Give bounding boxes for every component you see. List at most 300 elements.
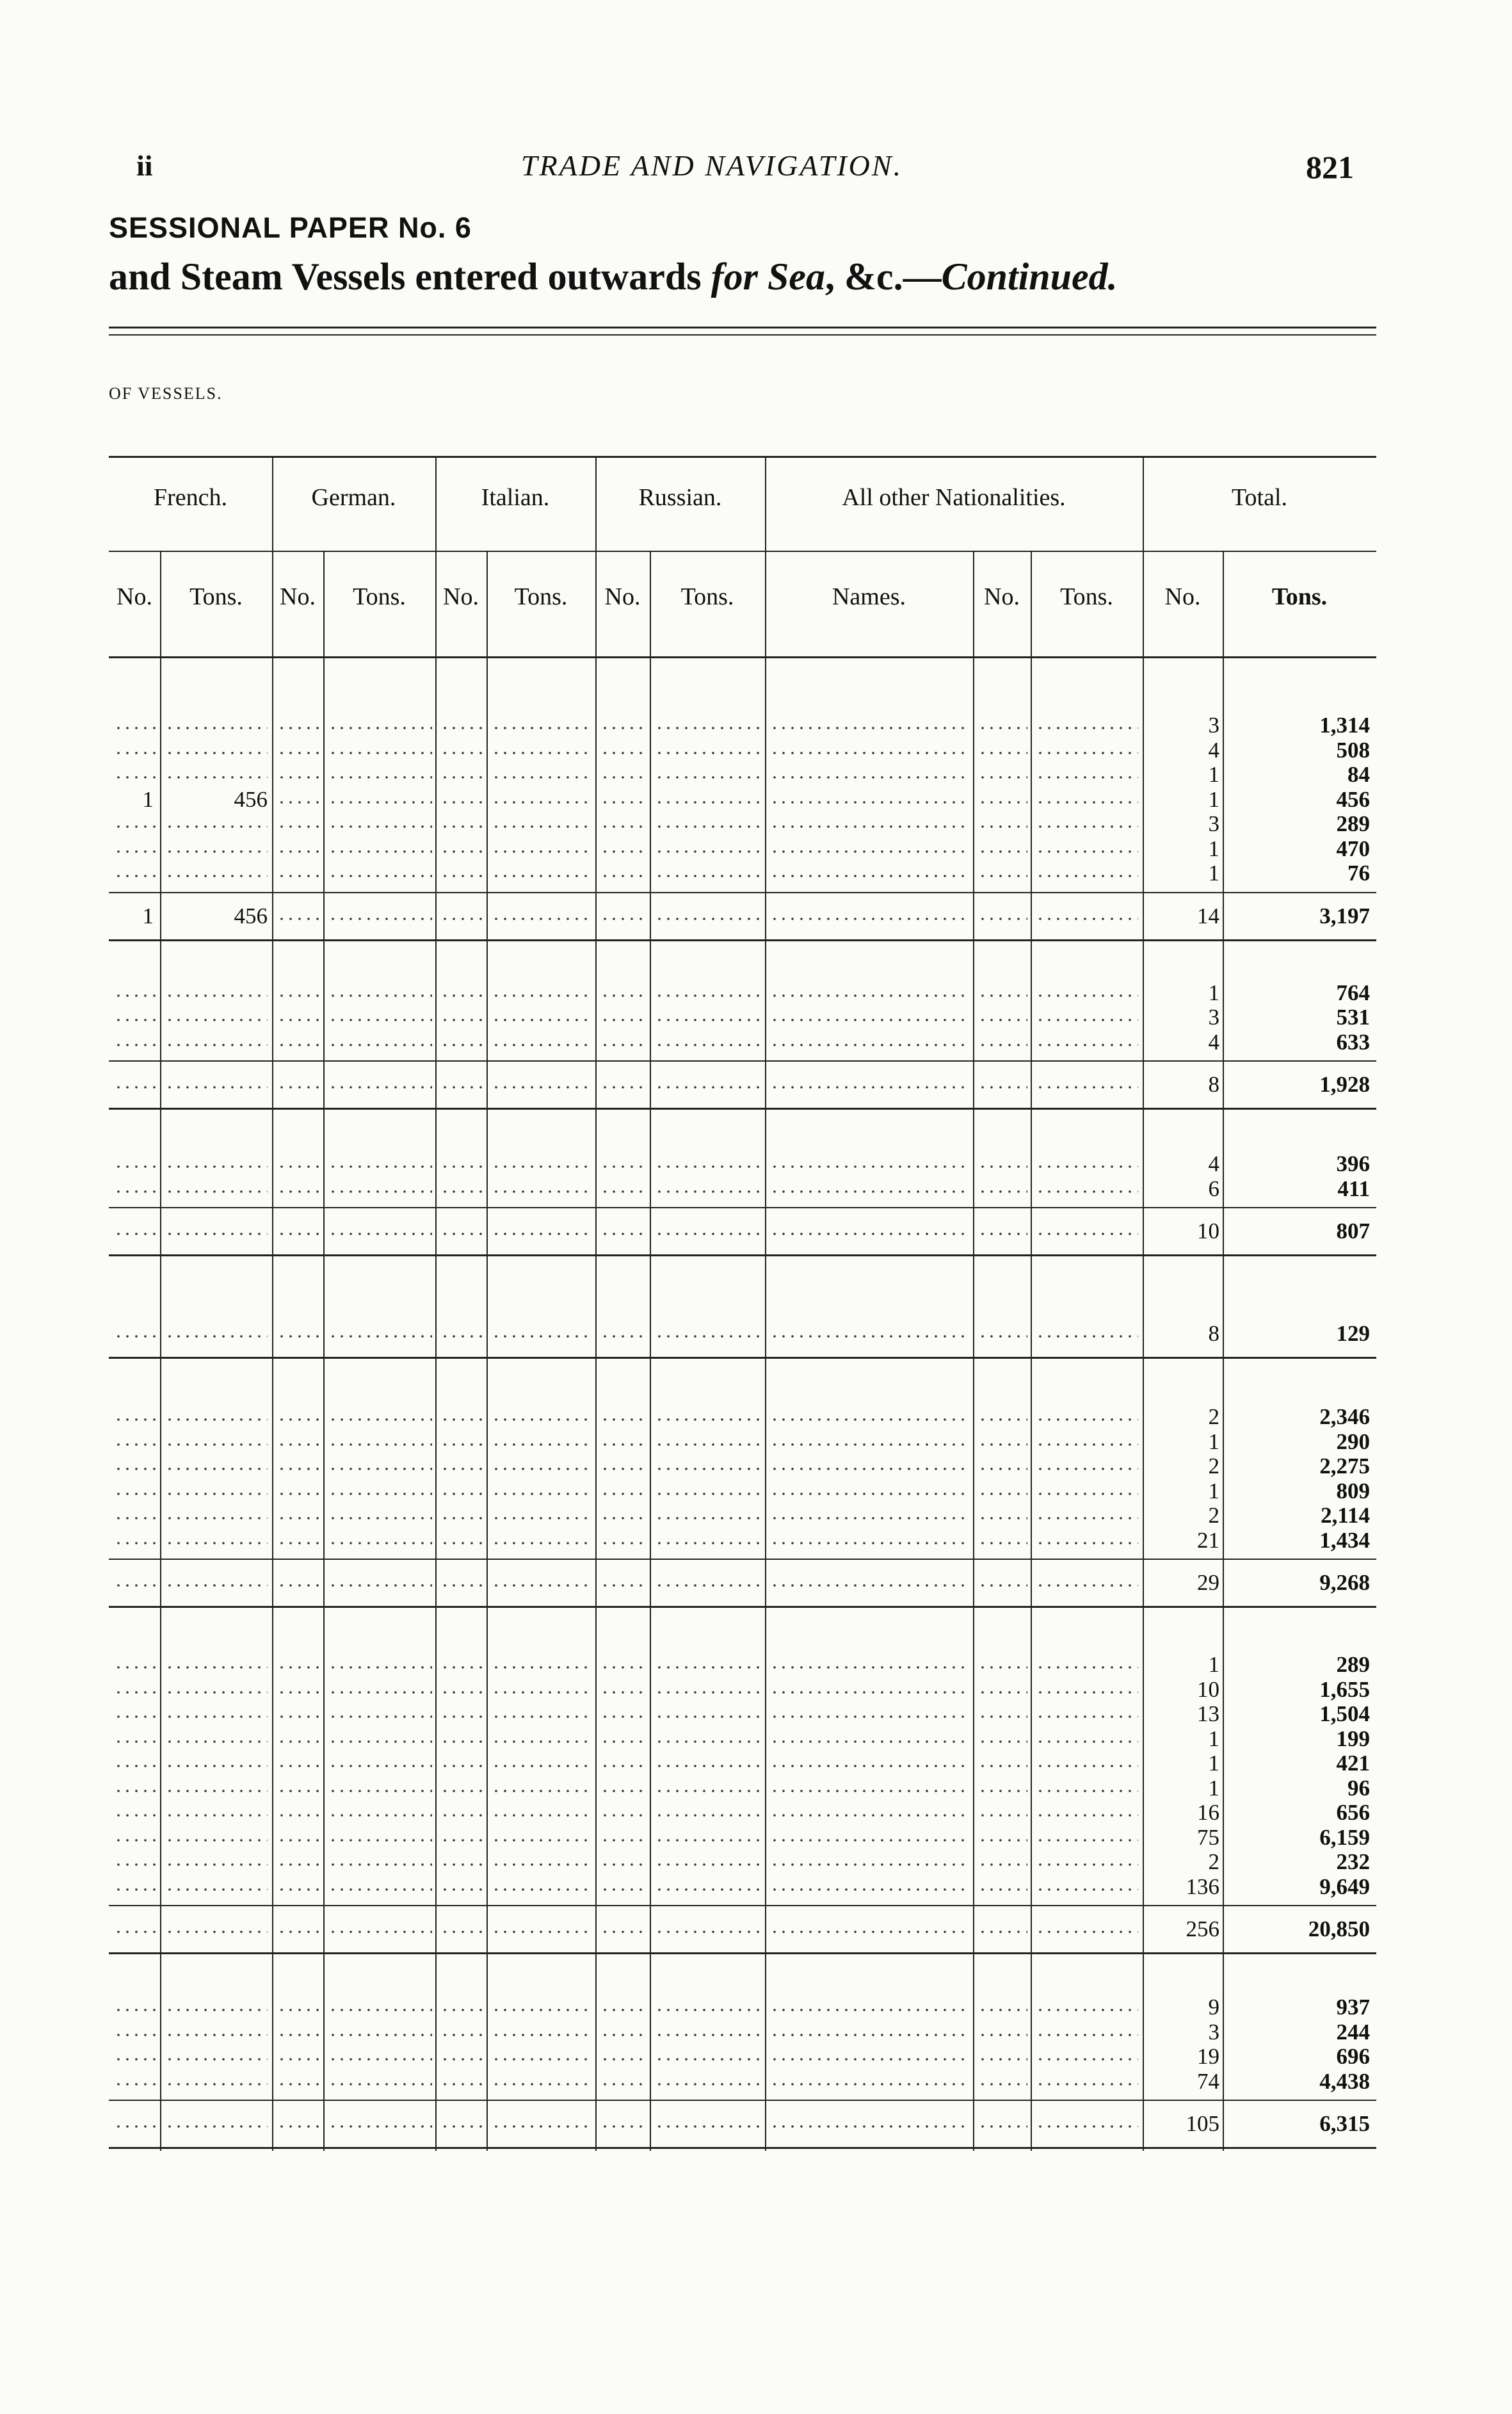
leader-dots [1036,1790,1138,1792]
leader-dots [655,1691,762,1694]
total-no-cell: 1 [1208,1775,1219,1801]
total-tons-cell: 2,114 [1321,1503,1370,1528]
leader-dots [770,1790,970,1792]
subheader-italian-no: No. [443,583,479,610]
leader-dots [440,1190,483,1193]
leader-dots [492,2083,592,2086]
leader-dots [114,1335,157,1338]
leader-dots [114,850,157,853]
total-no-cell: 74 [1197,2068,1219,2094]
total-no-cell: 2 [1208,1404,1219,1429]
leader-dots [978,1044,1027,1046]
leader-dots [1036,1691,1138,1694]
total-no-cell: 19 [1197,2044,1219,2069]
total-no-cell: 1 [1208,762,1219,787]
total-no-cell: 1 [1208,861,1219,886]
leader-dots [165,2034,268,2036]
leader-dots [655,2083,762,2086]
leader-dots [770,1839,970,1842]
leader-dots [600,1468,647,1470]
leader-dots [492,1233,592,1235]
header-french: French. [153,484,228,511]
column-rule [487,552,488,2151]
leader-dots [770,1493,970,1495]
total-no-cell: 21 [1197,1527,1219,1553]
leader-dots [114,752,157,754]
column-rule [1031,552,1032,2151]
leader-dots [655,1814,762,1817]
leader-dots [440,1335,483,1338]
total-tons-cell: 289 [1336,1652,1370,1677]
leader-dots [114,825,157,828]
leader-dots [1036,2034,1138,2036]
leader-dots [114,727,157,729]
leader-dots [1036,1814,1138,1817]
header-total: Total. [1231,484,1288,511]
leader-dots [655,1888,762,1891]
leader-dots [770,1165,970,1168]
leader-dots [328,2083,432,2086]
total-tons-cell: 470 [1336,836,1370,861]
leader-dots [277,1584,320,1587]
leader-dots [1036,850,1138,853]
leader-dots [1036,1044,1138,1046]
leader-dots [328,1765,432,1767]
leader-dots [978,1765,1027,1767]
leader-dots [492,1765,592,1767]
leader-dots [114,1517,157,1519]
leader-dots [328,1715,432,1718]
group-bottom-rule [109,1952,1376,1954]
leader-dots [328,1233,432,1235]
leader-dots [978,1443,1027,1446]
leader-dots [277,1790,320,1792]
leader-dots [655,1715,762,1718]
page-number-left: ii [136,149,153,182]
leader-dots [277,2083,320,2086]
total-tons-cell: 2,346 [1319,1404,1370,1429]
group-bottom-rule [109,939,1376,941]
leader-dots [328,1418,432,1421]
leader-dots [770,2034,970,2036]
leader-dots [165,875,268,877]
leader-dots [277,1931,320,1933]
leader-dots [165,1666,268,1669]
column-rule [765,456,766,2151]
leader-dots [114,1715,157,1718]
leader-dots [328,1863,432,1866]
leader-dots [492,1888,592,1891]
leader-dots [770,1888,970,1891]
leader-dots [440,1584,483,1587]
leader-dots [440,850,483,853]
leader-dots [165,1165,268,1168]
leader-dots [1036,1517,1138,1519]
leader-dots [978,1888,1027,1891]
leader-dots [600,1086,647,1089]
total-tons-cell: 1,655 [1319,1676,1370,1702]
subheader-french-tons: Tons. [189,583,243,610]
leader-dots [165,1493,268,1495]
leader-dots [165,2125,268,2128]
leader-dots [277,1715,320,1718]
leader-dots [978,2034,1027,2036]
leader-dots [655,1790,762,1792]
leader-dots [440,727,483,729]
leader-dots [770,825,970,828]
leader-dots [492,1839,592,1842]
total-no-cell: 6 [1208,1176,1219,1201]
leader-dots [978,1335,1027,1338]
leader-dots [165,994,268,997]
leader-dots [440,1542,483,1544]
leader-dots [655,752,762,754]
leader-dots [114,1019,157,1021]
leader-dots [328,1839,432,1842]
subtotal-tons-cell: 3,197 [1319,903,1370,928]
leader-dots [165,1443,268,1446]
total-tons-cell: 84 [1347,762,1370,787]
leader-dots [600,1418,647,1421]
leader-dots [114,1863,157,1866]
column-rule [650,552,651,2151]
leader-dots [600,994,647,997]
leader-dots [440,2058,483,2061]
leader-dots [114,1086,157,1089]
leader-dots [600,776,647,779]
leader-dots [440,1666,483,1669]
leader-dots [978,1019,1027,1021]
leader-dots [1036,752,1138,754]
total-tons-cell: 1,314 [1319,713,1370,738]
leader-dots [655,1190,762,1193]
total-tons-cell: 656 [1336,1800,1370,1825]
leader-dots [978,1233,1027,1235]
leader-dots [165,1814,268,1817]
total-no-cell: 4 [1208,1029,1219,1055]
leader-dots [165,1765,268,1767]
leader-dots [978,1584,1027,1587]
total-tons-cell: 633 [1336,1029,1370,1055]
total-no-cell: 1 [1208,1652,1219,1677]
leader-dots [277,875,320,877]
table-top-rule [109,456,1376,458]
group-bottom-rule [109,1254,1376,1256]
leader-dots [1036,2125,1138,2128]
total-tons-cell: 764 [1336,980,1370,1005]
leader-dots [770,1863,970,1866]
leader-dots [655,1044,762,1046]
leader-dots [165,1584,268,1587]
leader-dots [978,2125,1027,2128]
leader-dots [770,1443,970,1446]
leader-dots [655,1863,762,1866]
total-no-cell: 16 [1197,1800,1219,1825]
leader-dots [277,2009,320,2011]
total-tons-cell: 290 [1336,1429,1370,1454]
leader-dots [1036,1233,1138,1235]
leader-dots [440,1740,483,1743]
leader-dots [165,1790,268,1792]
leader-dots [1036,918,1138,920]
leader-dots [492,1863,592,1866]
leader-dots [770,776,970,779]
leader-dots [978,1863,1027,1866]
total-tons-cell: 4,438 [1319,2068,1370,2094]
leader-dots [328,1493,432,1495]
leader-dots [655,1666,762,1669]
leader-dots [1036,1493,1138,1495]
leader-dots [165,1190,268,1193]
leader-dots [328,1740,432,1743]
leader-dots [328,825,432,828]
leader-dots [328,1691,432,1694]
leader-dots [492,1740,592,1743]
subtotal-tons-cell: 1,928 [1319,1072,1370,1097]
group-bottom-rule [109,2147,1376,2149]
leader-dots [492,1790,592,1792]
leader-dots [328,1019,432,1021]
leader-dots [600,727,647,729]
total-no-cell: 3 [1208,1005,1219,1030]
leader-dots [655,1584,762,1587]
subtotal-tons-cell: 807 [1336,1219,1370,1243]
total-tons-cell: 411 [1337,1176,1370,1201]
leader-dots [770,850,970,853]
total-no-cell: 1 [1208,1751,1219,1776]
leader-dots [600,1493,647,1495]
leader-dots [770,801,970,804]
leader-dots [978,1418,1027,1421]
leader-dots [978,1190,1027,1193]
total-no-cell: 10 [1197,1676,1219,1702]
leader-dots [655,1542,762,1544]
french-subtotal-tons: 456 [234,903,268,928]
leader-dots [770,1765,970,1767]
subtotal-no-cell: 105 [1186,2111,1219,2136]
leader-dots [1036,2083,1138,2086]
total-tons-cell: 396 [1336,1151,1370,1176]
leader-dots [600,2125,647,2128]
leader-dots [1036,1584,1138,1587]
leader-dots [770,1715,970,1718]
leader-dots [600,1019,647,1021]
leader-dots [277,801,320,804]
subheader-german-tons: Tons. [353,583,406,610]
leader-dots [770,1691,970,1694]
leader-dots [277,2034,320,2036]
leader-dots [655,1740,762,1743]
total-no-cell: 13 [1197,1701,1219,1726]
leader-dots [492,1666,592,1669]
leader-dots [492,1165,592,1168]
leader-dots [277,1666,320,1669]
leader-dots [114,1584,157,1587]
leader-dots [492,752,592,754]
leader-dots [600,1691,647,1694]
title-part-4: Continued. [941,255,1118,298]
leader-dots [328,918,432,920]
total-tons-cell: 9,649 [1319,1874,1370,1899]
leader-dots [770,1190,970,1193]
leader-dots [600,1584,647,1587]
leader-dots [165,1542,268,1544]
header-mid-rule [109,551,1376,552]
leader-dots [600,1839,647,1842]
leader-dots [655,1839,762,1842]
leader-dots [1036,1190,1138,1193]
column-rule [323,552,325,2151]
leader-dots [328,1517,432,1519]
leader-dots [978,825,1027,828]
leader-dots [440,1044,483,1046]
leader-dots [277,994,320,997]
leader-dots [1036,1165,1138,1168]
sessional-paper-label: SESSIONAL PAPER No. 6 [109,211,472,244]
group-bottom-rule [109,1606,1376,1608]
leader-dots [277,2125,320,2128]
subtotal-no-cell: 8 [1208,1072,1219,1097]
leader-dots [328,801,432,804]
leader-dots [600,875,647,877]
leader-dots [770,994,970,997]
total-no-cell: 4 [1208,737,1219,763]
leader-dots [277,1019,320,1021]
total-tons-cell: 508 [1336,737,1370,763]
leader-dots [770,1814,970,1817]
leader-dots [1036,1542,1138,1544]
leader-dots [492,1517,592,1519]
total-no-cell: 1 [1208,786,1219,812]
total-no-cell: 1 [1208,1429,1219,1454]
section-label: OF VESSELS. [109,384,223,403]
leader-dots [770,2125,970,2128]
leader-dots [655,1468,762,1470]
leader-dots [114,1765,157,1767]
leader-dots [492,875,592,877]
leader-dots [165,2083,268,2086]
leader-dots [440,994,483,997]
subtotal-top-rule [109,1905,1376,1906]
leader-dots [114,1931,157,1933]
group-bottom-rule [109,1357,1376,1359]
leader-dots [440,918,483,920]
total-tons-cell: 1,504 [1319,1701,1370,1726]
leader-dots [440,1931,483,1933]
leader-dots [655,2058,762,2061]
leader-dots [165,1691,268,1694]
leader-dots [277,1165,320,1168]
leader-dots [277,850,320,853]
leader-dots [770,2009,970,2011]
leader-dots [165,1888,268,1891]
leader-dots [440,1691,483,1694]
subtotal-no-cell: 256 [1186,1916,1219,1941]
leader-dots [440,2009,483,2011]
subheader-russian-no: No. [604,583,641,610]
subtotal-top-rule [109,1559,1376,1560]
leader-dots [440,1468,483,1470]
leader-dots [165,1839,268,1842]
leader-dots [114,1888,157,1891]
subtotal-tons-cell: 9,268 [1319,1570,1370,1595]
column-rule [160,552,161,2151]
leader-dots [328,1790,432,1792]
leader-dots [655,1931,762,1933]
leader-dots [770,1931,970,1933]
leader-dots [328,994,432,997]
leader-dots [600,825,647,828]
leader-dots [114,1165,157,1168]
leader-dots [978,875,1027,877]
subheader-german-no: No. [280,583,316,610]
leader-dots [600,2034,647,2036]
leader-dots [328,1443,432,1446]
leader-dots [600,1931,647,1933]
leader-dots [600,1666,647,1669]
leader-dots [978,918,1027,920]
leader-dots [1036,1468,1138,1470]
leader-dots [655,1233,762,1235]
leader-dots [440,1517,483,1519]
total-tons-cell: 937 [1336,1995,1370,2020]
leader-dots [492,1691,592,1694]
leader-dots [277,1418,320,1421]
leader-dots [655,801,762,804]
subheader-other-no: No. [984,583,1020,610]
leader-dots [978,1931,1027,1933]
leader-dots [978,1542,1027,1544]
leader-dots [440,875,483,877]
total-no-cell: 2 [1208,1849,1219,1874]
column-rule [595,456,597,2151]
leader-dots [770,875,970,877]
header-russian: Russian. [638,484,722,511]
leader-dots [770,727,970,729]
leader-dots [1036,875,1138,877]
leader-dots [114,2009,157,2011]
leader-dots [600,850,647,853]
leader-dots [165,2058,268,2061]
total-tons-cell: 96 [1347,1775,1370,1801]
leader-dots [277,1740,320,1743]
leader-dots [492,1443,592,1446]
leader-dots [600,1233,647,1235]
leader-dots [978,1839,1027,1842]
leader-dots [277,1839,320,1842]
leader-dots [277,1468,320,1470]
leader-dots [165,1019,268,1021]
total-tons-cell: 232 [1336,1849,1370,1874]
leader-dots [440,2125,483,2128]
leader-dots [978,1517,1027,1519]
subtotal-no-cell: 29 [1197,1570,1219,1595]
leader-dots [770,752,970,754]
subheader-total-tons: Tons. [1271,583,1328,610]
leader-dots [600,1044,647,1046]
leader-dots [600,2083,647,2086]
leader-dots [328,1335,432,1338]
leader-dots [114,1814,157,1817]
leader-dots [600,918,647,920]
leader-dots [770,1418,970,1421]
leader-dots [978,1666,1027,1669]
total-tons-cell: 76 [1347,861,1370,886]
total-no-cell: 4 [1208,1151,1219,1176]
leader-dots [492,1715,592,1718]
column-rule [973,552,974,2151]
header-bottom-rule [109,656,1376,658]
